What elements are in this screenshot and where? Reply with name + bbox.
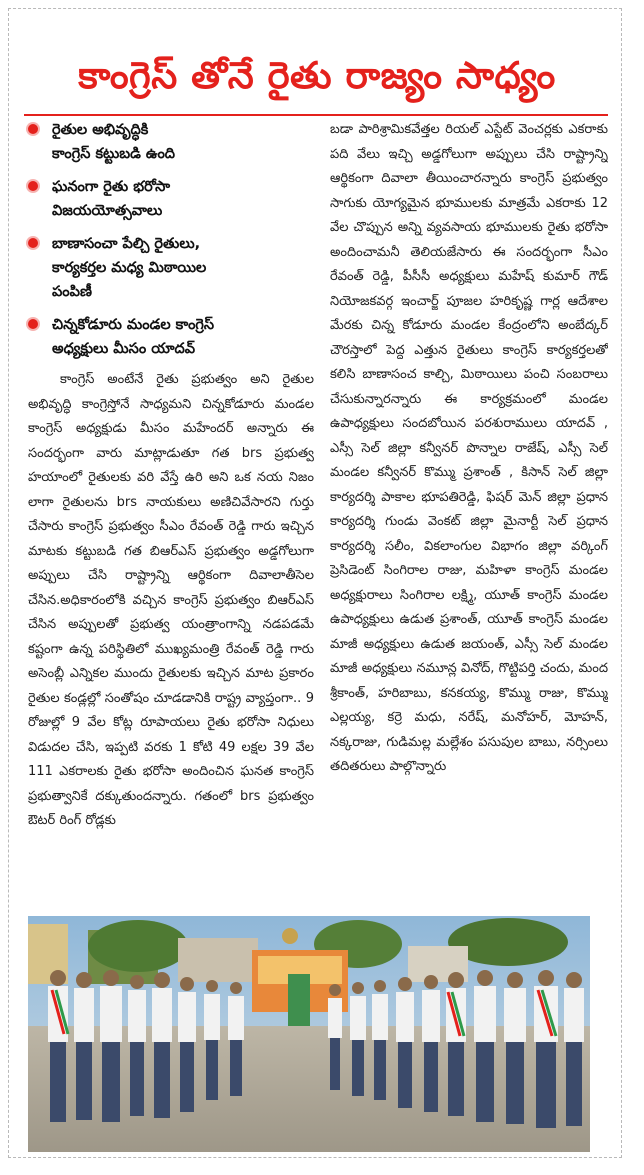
article-body-right: బడా పారిశ్రామికవేత్తల రియల్ ఎస్టేట్ వెంచర్లకు ఎకరాకు పది వేలు ఇచ్చి అడ్డగోలుగా అప్పులు చేసి రాష్ట్రాన్ని ఆర్థికంగా దివాలా తీయించారన్నారు కాంగ్రెస్ ప్రభుత్వం సాగుకు యోగ్యమైన భూములకు మాత్రమే ఎకరాకు 12 వేల చొప్పున అన్ని వ్యవసాయ భూములకు రైతు భరోసా అందించామనీ తెలియజేసారు ఈ సందర్భంగా సీఎం రేవంత్ రెడ్డి, పీసీసీ అధ్యక్షులు మహేష్ కుమార్ గౌడ్ నియోజకవర్గ ఇంచార్జ్ పూజల హరికృష్ణ గార్ల ఆదేశాల మేరకు చిన్న కోడూరు మండల కేంద్రంలోని అంబేద్కర్ చౌరస్తాలో పెద్ద ఎత్తున రైతులు కాంగ్రెస్ కార్యకర్తలతో కలిసి బాణాసంచ కాల్చి, మిఠాయిలు పంచి సంబరాలు చేసుకున్నారన్నారు ఈ కార్యక్రమంలో మండల ఉపాధ్యక్షులు సందబోయిన పరశురాములు యాదవ్ , ఎస్సీ సెల్ జిల్లా కన్వీనర్ పొన్నాల రాజేష్, ఎస్సీ సెల్ మండల కన్వీనర్ కొమ్ము ప్రశాంత్ , కిసాన్ సెల్ జిల్లా కార్యదర్శి పాకాల భూపతిరెడ్డి, ఫిషర్ మెన్ జిల్లా ప్రధాన కార్యదర్శి గుండు వెంకట్ జిల్లా మైనార్టీ సెల్ ప్రధాన కార్యదర్శి సలీం, వికలాంగుల విభాగం జిల్లా వర్కింగ్ ప్రెసిడెంట్ సింగిరాల రాజు, మహిళా కాంగ్రెస్ మండల అధ్యక్షురాలు సింగిరాల లక్ష్మి, యూత్ కాంగ్రెస్ మండల ఉపాధ్యక్షులు ఉడుత ప్రశాంత్, యూత్ కాంగ్రెస్ మండల మాజీ అధ్యక్షులు ఉడుత జయంత్, ఎస్సీ సెల్ మండల మాజీ అధ్యక్షులు నమూన్ల వినోద్, గొట్టిపర్తి చందు, మంద శ్రీకాంత్, హరిబాబు, కనకయ్య, కొమ్ము రాజు, కొమ్ము ఎల్లయ్య, కర్రె మధు, నరేష్, మనోహర్, మోహన్, నక్కరాజు, గుడిమల్ల మల్లేశం పసుపుల బాబు, నర్సింలు తదితరులు పాల్గొన్నారు — [330, 122, 608, 774]
highlight-text: రైతుల అభివృద్ధికి కాంగ్రెస్ కట్టుబడి ఉంది — [52, 122, 176, 162]
news-photo — [28, 916, 590, 1152]
highlight-text: బాణాసంచా పేల్చి రైతులు, కార్యకర్తల మధ్య మిఠాయిల పంపిణీ — [52, 236, 207, 300]
article-body-left: కాంగ్రెస్ అంటేనే రైతు ప్రభుత్వం అని రైతుల అభివృద్ధి కాంగ్రెస్తోనే సాధ్యమని చిన్నకోడూరు మండల కాంగ్రెస్ అధ్యక్షుడు మీసం మహేందర్ అన్నారు ఈ సందర్భంగా వారు మాట్లాడుతూ గత brs ప్రభుత్వ హయాంలో రైతులకు వరి వేస్తే ఉరి అని ఒక నయ నిజం లాగా రైతులను brs నాయకులు అణిచివేసారని గుర్తు చేసారు కాంగ్రెస్ ప్రభుత్వం సీఎం రేవంత్ రెడ్డి గారు ఇచ్చిన మాటకు కట్టుబడి గత బిఆర్ఎస్ ప్రభుత్వం అడ్డగోలుగా అప్పులు చేసి రాష్ట్రాన్ని ఆర్థికంగా దివాలాతీసెల చేసిన.అధికారంలోకి వచ్చిన కాంగ్రెస్ ప్రభుత్వం బిఆర్ఎస్ చేసిన అప్పులతో ప్రభుత్వ యంత్రాంగాన్ని నడపడమే కష్టంగా ఉన్న పరిస్థితిలో ముఖ్యమంత్రి రేవంత్ రెడ్డి గారు అసెంబ్లీ ఎన్నికల ముందు రైతులకు ఇచ్చిన మాట ప్రకారం రైతుల కండ్లల్లో సంతోషం చూడడానికి రాష్ట్ర వ్యాప్తంగా.. 9 రోజుల్లో 9 వేల కోట్ల రూపాయలు రైతు భరోసా నిధులు విడుదల చేసి, ఇప్పటి వరకు 1 కోటి 49 లక్షల 39 వేల 111 ఎకరాలకు రైతు భరోసా అందించిన ఘనత కాంగ్రెస్ ప్రభుత్వానికే దక్కుతుందన్నారు. గతంలో brs ప్రభుత్వం ఔటర్ రింగ్ రోడ్లకు — [28, 372, 314, 828]
bullet-icon — [28, 238, 38, 248]
photo-illustration — [28, 916, 590, 1152]
bullet-icon — [28, 124, 38, 134]
bullet-icon — [28, 319, 38, 329]
bullet-icon — [28, 181, 38, 191]
headline: కాంగ్రెస్ తోనే రైతు రాజ్యం సాధ్యం — [78, 54, 556, 97]
highlight-list — [24, 118, 324, 370]
highlight-item — [24, 313, 324, 361]
highlight-text: ఘనంగా రైతు భరోసా విజయయోత్సవాలు — [52, 179, 171, 219]
highlight-item — [24, 118, 324, 166]
headline-rule — [24, 114, 608, 116]
highlight-item — [24, 232, 324, 304]
highlight-item — [24, 175, 324, 223]
highlight-text: చిన్నకోడూరు మండల కాంగ్రెస్ అధ్యక్షులు మీసం యాదవ్ — [52, 317, 215, 357]
